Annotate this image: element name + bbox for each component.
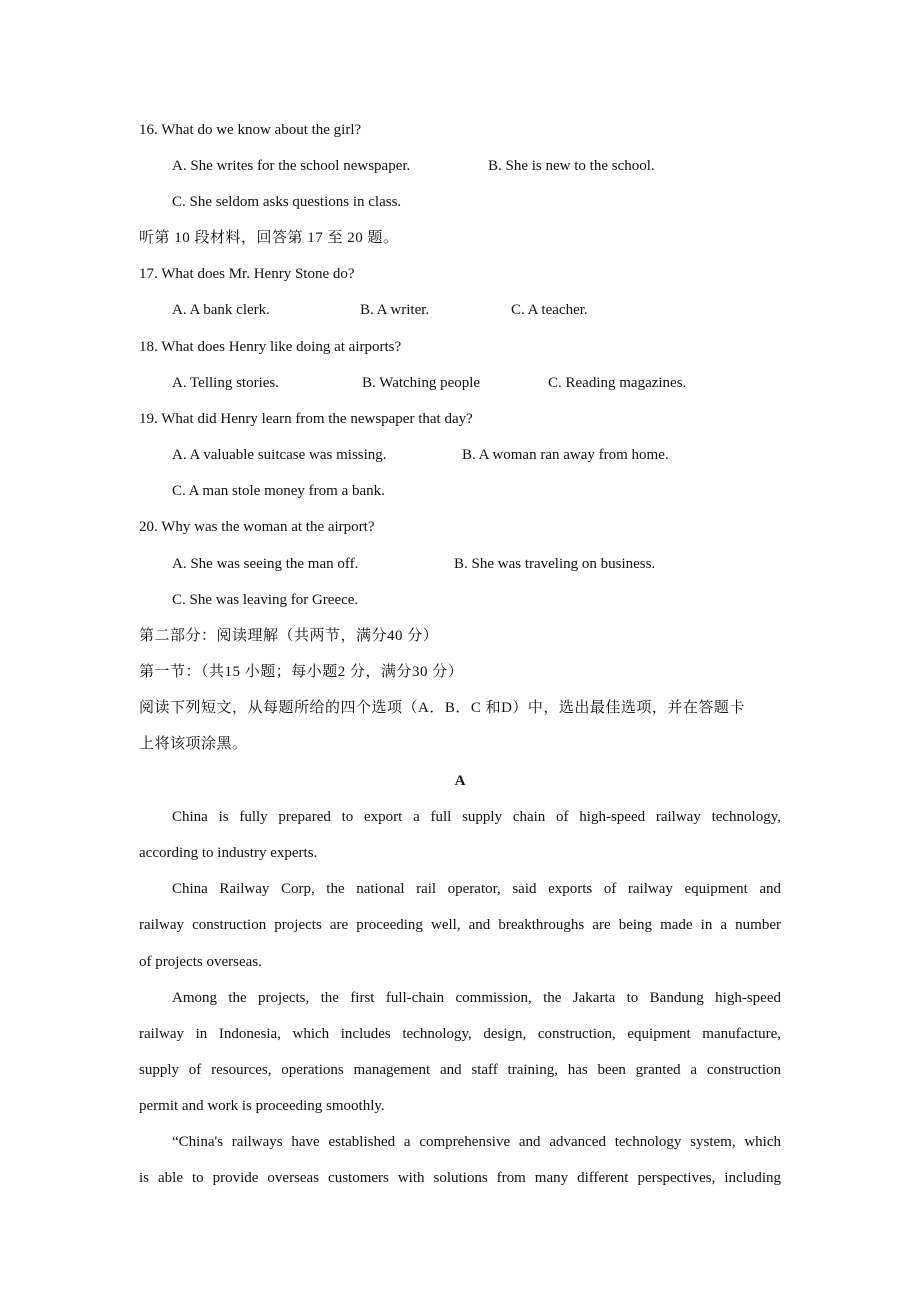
question-16-option-b: B. She is new to the school. (488, 158, 655, 174)
question-18-option-c: C. Reading magazines. (548, 375, 687, 391)
question-19-option-c: C. A man stole money from a bank. (172, 483, 385, 499)
question-20-stem: 20. Why was the woman at the airport? (139, 519, 375, 535)
passage-line: Among the projects, the first full-chain commission, the Jakarta to Bandung high-speed (172, 990, 781, 1006)
listening-instruction: 听第 10 段材料，回答第 17 至 20 题。 (139, 230, 399, 246)
question-17-option-b: B. A writer. (360, 302, 430, 318)
passage-line: of projects overseas. (139, 954, 262, 970)
question-18-option-b: B. Watching people (362, 375, 481, 391)
question-16-option-c: C. She seldom asks questions in class. (172, 194, 402, 210)
question-16-stem: 16. What do we know about the girl? (139, 122, 362, 138)
passage-line: “China's railways have established a comprehensive and advanced technology system, which (172, 1134, 781, 1150)
question-19-option-a: A. A valuable suitcase was missing. (172, 447, 387, 463)
passage-line: supply of resources, operations management and staff training, has been granted a construction (139, 1062, 781, 1078)
question-20-option-b: B. She was traveling on business. (454, 556, 656, 572)
question-18-stem: 18. What does Henry like doing at airports? (139, 339, 402, 355)
question-20-option-a: A. She was seeing the man off. (172, 556, 359, 572)
question-17-option-c: C. A teacher. (511, 302, 588, 318)
passage-line: according to industry experts. (139, 845, 318, 861)
question-19-option-b: B. A woman ran away from home. (462, 447, 669, 463)
reading-instructions-line-2: 上将该项涂黑。 (139, 736, 248, 752)
question-16-option-a: A. She writes for the school newspaper. (172, 158, 411, 174)
question-17-option-a: A. A bank clerk. (172, 302, 270, 318)
passage-line: railway in Indonesia, which includes technology, design, construction, equipment manufacture, (139, 1026, 781, 1042)
question-20-option-c: C. She was leaving for Greece. (172, 592, 359, 608)
reading-instructions-line-1: 阅读下列短文，从每题所给的四个选项（A．B．C 和D）中，选出最佳选项，并在答题卡 (139, 700, 745, 716)
passage-line: permit and work is proceeding smoothly. (139, 1098, 385, 1114)
section1-heading: 第一节：（共15 小题；每小题2 分，满分30 分） (139, 664, 464, 680)
question-18-option-a: A. Telling stories. (172, 375, 279, 391)
passage-line: railway construction projects are proceeding well, and breakthroughs are being made in a number (139, 917, 781, 933)
passage-label: A (454, 773, 466, 789)
question-17-stem: 17. What does Mr. Henry Stone do? (139, 266, 355, 282)
passage-line: China Railway Corp, the national rail operator, said exports of railway equipment and (172, 881, 781, 897)
part2-heading: 第二部分：阅读理解（共两节，满分40 分） (139, 628, 439, 644)
question-19-stem: 19. What did Henry learn from the newspaper that day? (139, 411, 473, 427)
passage-line: China is fully prepared to export a full supply chain of high-speed railway technology, (172, 809, 781, 825)
passage-line: is able to provide overseas customers with solutions from many different perspectives, including (139, 1170, 781, 1186)
